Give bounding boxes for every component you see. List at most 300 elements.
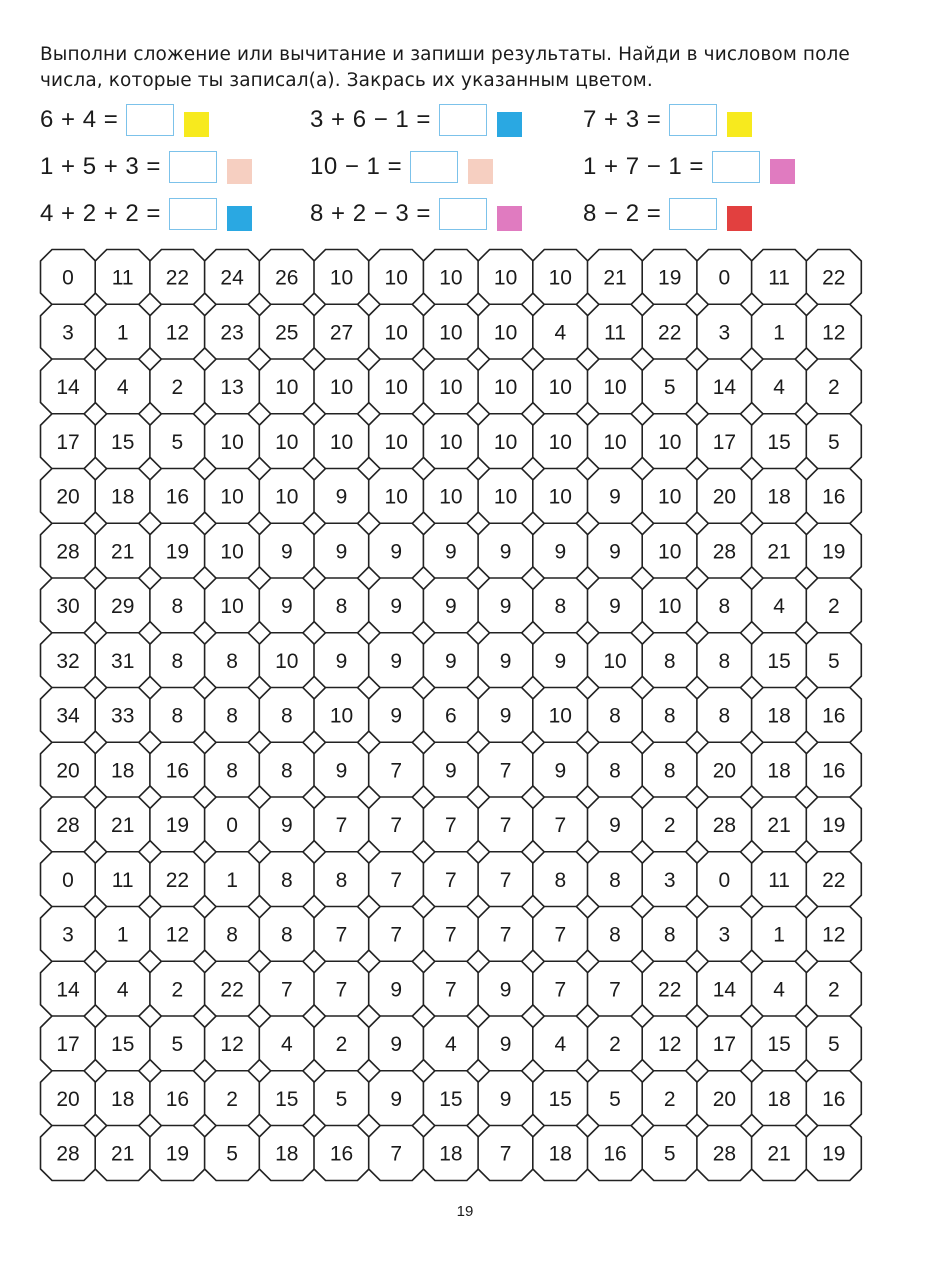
- grid-cell[interactable]: [588, 469, 643, 524]
- grid-cell[interactable]: [752, 250, 807, 305]
- grid-cell[interactable]: [369, 1071, 424, 1126]
- grid-cell[interactable]: [369, 742, 424, 797]
- grid-cell[interactable]: [752, 469, 807, 524]
- grid-cell[interactable]: [533, 578, 588, 633]
- cell-number: 2: [171, 376, 184, 399]
- grid-cell[interactable]: [752, 1071, 807, 1126]
- grid-cell[interactable]: [697, 523, 752, 578]
- grid-cell[interactable]: [642, 250, 697, 305]
- grid-cell[interactable]: [478, 688, 533, 743]
- grid-cell[interactable]: [423, 688, 478, 743]
- grid-cell[interactable]: [588, 250, 643, 305]
- grid-cell[interactable]: [95, 742, 150, 797]
- cell-number: 15: [111, 1033, 135, 1056]
- cell-number: 9: [445, 595, 457, 618]
- grid-cell[interactable]: [150, 304, 205, 359]
- grid-cell[interactable]: [642, 1016, 697, 1071]
- grid-cell[interactable]: [314, 688, 369, 743]
- grid-cell[interactable]: [95, 359, 150, 414]
- grid-cell[interactable]: [95, 1071, 150, 1126]
- grid-cell[interactable]: [259, 578, 314, 633]
- grid-cell[interactable]: [806, 359, 861, 414]
- grid-cell[interactable]: [150, 359, 205, 414]
- grid-cell[interactable]: [642, 359, 697, 414]
- grid-cell[interactable]: [150, 523, 205, 578]
- grid-cell[interactable]: [259, 742, 314, 797]
- grid-cell[interactable]: [642, 852, 697, 907]
- grid-cell[interactable]: [95, 907, 150, 962]
- grid-cell[interactable]: [314, 469, 369, 524]
- grid-cell[interactable]: [369, 304, 424, 359]
- grid-cell[interactable]: [423, 304, 478, 359]
- grid-cell[interactable]: [369, 414, 424, 469]
- grid-cell[interactable]: [423, 1071, 478, 1126]
- cell-number: 19: [822, 1142, 846, 1166]
- cell-number: 4: [554, 1033, 567, 1056]
- grid-cell[interactable]: [314, 523, 369, 578]
- grid-cell[interactable]: [423, 469, 478, 524]
- grid-cell[interactable]: [752, 359, 807, 414]
- grid-cell[interactable]: [588, 523, 643, 578]
- cell-number: 12: [165, 321, 190, 345]
- grid-cell[interactable]: [533, 907, 588, 962]
- equation-expression: 8 − 2 =: [583, 200, 662, 227]
- grid-cell[interactable]: [588, 304, 643, 359]
- grid-cell[interactable]: [150, 797, 205, 852]
- grid-cell[interactable]: [588, 578, 643, 633]
- grid-cell[interactable]: [588, 852, 643, 907]
- grid-cell[interactable]: [205, 961, 260, 1016]
- grid-cell[interactable]: [478, 414, 533, 469]
- grid-cell[interactable]: [150, 250, 205, 305]
- grid-cell[interactable]: [41, 250, 96, 305]
- grid-cell[interactable]: [533, 359, 588, 414]
- grid-cell[interactable]: [752, 907, 807, 962]
- grid-cell[interactable]: [642, 414, 697, 469]
- cell-number: 17: [712, 1033, 737, 1056]
- grid-cell[interactable]: [205, 742, 260, 797]
- grid-cell[interactable]: [423, 961, 478, 1016]
- grid-cell[interactable]: [806, 469, 861, 524]
- cell-number: 9: [390, 704, 403, 728]
- cell-number: 9: [499, 1087, 512, 1111]
- grid-cell[interactable]: [478, 523, 533, 578]
- grid-cell[interactable]: [697, 578, 752, 633]
- grid-cell[interactable]: [95, 469, 150, 524]
- grid-cell[interactable]: [95, 304, 150, 359]
- grid-cell[interactable]: [259, 250, 314, 305]
- grid-cell[interactable]: [259, 907, 314, 962]
- grid-cell[interactable]: [41, 359, 96, 414]
- grid-cell[interactable]: [259, 961, 314, 1016]
- grid-cell[interactable]: [95, 961, 150, 1016]
- grid-cell[interactable]: [314, 633, 369, 688]
- grid-cell[interactable]: [259, 523, 314, 578]
- grid-cell[interactable]: [697, 359, 752, 414]
- grid-cell[interactable]: [314, 1071, 369, 1126]
- grid-cell[interactable]: [205, 852, 260, 907]
- cell-number: 11: [111, 868, 134, 892]
- grid-cell[interactable]: [150, 469, 205, 524]
- grid-cell[interactable]: [150, 1071, 205, 1126]
- grid-cell[interactable]: [806, 1071, 861, 1126]
- grid-cell[interactable]: [369, 852, 424, 907]
- cell-number: 18: [767, 1087, 791, 1111]
- grid-cell[interactable]: [41, 961, 96, 1016]
- grid-cell[interactable]: [423, 1016, 478, 1071]
- grid-cell[interactable]: [150, 907, 205, 962]
- cell-number: 5: [171, 430, 184, 454]
- grid-cell[interactable]: [533, 469, 588, 524]
- grid-cell[interactable]: [423, 907, 478, 962]
- grid-cell[interactable]: [806, 633, 861, 688]
- grid-cell[interactable]: [478, 1016, 533, 1071]
- grid-cell[interactable]: [588, 961, 643, 1016]
- grid-cell[interactable]: [314, 742, 369, 797]
- grid-cell[interactable]: [642, 1071, 697, 1126]
- grid-cell[interactable]: [369, 1016, 424, 1071]
- grid-cell[interactable]: [205, 688, 260, 743]
- grid-cell[interactable]: [533, 688, 588, 743]
- grid-cell[interactable]: [423, 578, 478, 633]
- grid-cell[interactable]: [642, 797, 697, 852]
- cell-number: 7: [335, 923, 348, 947]
- grid-cell[interactable]: [752, 414, 807, 469]
- grid-cell[interactable]: [588, 414, 643, 469]
- grid-cell[interactable]: [806, 250, 861, 305]
- grid-cell[interactable]: [533, 304, 588, 359]
- grid-cell[interactable]: [697, 1126, 752, 1181]
- grid-cell[interactable]: [478, 304, 533, 359]
- grid-cell[interactable]: [314, 1126, 369, 1181]
- grid-cell[interactable]: [369, 469, 424, 524]
- grid-cell[interactable]: [41, 304, 96, 359]
- grid-cell[interactable]: [806, 742, 861, 797]
- grid-cell[interactable]: [752, 797, 807, 852]
- grid-cell[interactable]: [697, 633, 752, 688]
- grid-cell[interactable]: [533, 1071, 588, 1126]
- grid-cell[interactable]: [806, 797, 861, 852]
- grid-cell[interactable]: [588, 1016, 643, 1071]
- grid-cell[interactable]: [697, 907, 752, 962]
- grid-cell[interactable]: [314, 852, 369, 907]
- cell-number: 11: [604, 321, 626, 345]
- grid-cell[interactable]: [806, 688, 861, 743]
- grid-cell[interactable]: [697, 469, 752, 524]
- cell-number: 10: [548, 266, 572, 290]
- grid-cell[interactable]: [478, 359, 533, 414]
- grid-cell[interactable]: [205, 523, 260, 578]
- grid-cell[interactable]: [588, 1126, 643, 1181]
- grid-cell[interactable]: [533, 1016, 588, 1071]
- grid-cell[interactable]: [95, 688, 150, 743]
- grid-cell[interactable]: [41, 688, 96, 743]
- grid-cell[interactable]: [533, 1126, 588, 1181]
- cell-number: 8: [280, 704, 293, 728]
- grid-cell[interactable]: [697, 1071, 752, 1126]
- grid-cell[interactable]: [314, 797, 369, 852]
- cell-number: 10: [220, 595, 244, 618]
- grid-cell[interactable]: [150, 1126, 205, 1181]
- grid-cell[interactable]: [150, 961, 205, 1016]
- grid-cell[interactable]: [642, 523, 697, 578]
- grid-cell[interactable]: [642, 469, 697, 524]
- grid-cell[interactable]: [150, 1016, 205, 1071]
- grid-cell[interactable]: [95, 250, 150, 305]
- grid-cell[interactable]: [314, 907, 369, 962]
- grid-cell[interactable]: [806, 304, 861, 359]
- grid-cell[interactable]: [41, 1016, 96, 1071]
- grid-cell[interactable]: [259, 852, 314, 907]
- grid-cell[interactable]: [588, 797, 643, 852]
- grid-cell[interactable]: [642, 304, 697, 359]
- grid-cell[interactable]: [314, 414, 369, 469]
- grid-cell[interactable]: [259, 469, 314, 524]
- grid-cell[interactable]: [150, 688, 205, 743]
- grid-cell[interactable]: [478, 797, 533, 852]
- grid-cell[interactable]: [369, 578, 424, 633]
- grid-cell[interactable]: [150, 633, 205, 688]
- grid-cell[interactable]: [150, 578, 205, 633]
- grid-cell[interactable]: [259, 1016, 314, 1071]
- grid-cell[interactable]: [478, 633, 533, 688]
- grid-cell[interactable]: [314, 359, 369, 414]
- grid-cell[interactable]: [752, 1126, 807, 1181]
- cell-number: 3: [663, 868, 676, 892]
- grid-cell[interactable]: [533, 523, 588, 578]
- grid-cell[interactable]: [806, 523, 861, 578]
- grid-cell[interactable]: [588, 907, 643, 962]
- grid-cell[interactable]: [752, 688, 807, 743]
- grid-cell[interactable]: [369, 688, 424, 743]
- grid-cell[interactable]: [369, 961, 424, 1016]
- grid-cell[interactable]: [259, 414, 314, 469]
- grid-cell[interactable]: [697, 414, 752, 469]
- grid-cell[interactable]: [423, 797, 478, 852]
- cell-number: 8: [609, 923, 621, 947]
- grid-cell[interactable]: [806, 961, 861, 1016]
- grid-cell[interactable]: [95, 797, 150, 852]
- grid-cell[interactable]: [150, 742, 205, 797]
- grid-cell[interactable]: [205, 359, 260, 414]
- grid-cell[interactable]: [533, 250, 588, 305]
- grid-cell[interactable]: [314, 1016, 369, 1071]
- grid-cell[interactable]: [478, 742, 533, 797]
- grid-cell[interactable]: [95, 1126, 150, 1181]
- grid-cell[interactable]: [752, 852, 807, 907]
- grid-cell[interactable]: [478, 907, 533, 962]
- grid-cell[interactable]: [697, 742, 752, 797]
- grid-cell[interactable]: [369, 250, 424, 305]
- grid-cell[interactable]: [423, 414, 478, 469]
- cell-number: 12: [822, 923, 846, 947]
- grid-cell[interactable]: [314, 250, 369, 305]
- cell-number: 10: [329, 704, 354, 728]
- equation-expression: 6 + 4 =: [40, 106, 119, 133]
- cell-number: 5: [827, 1033, 840, 1056]
- grid-cell[interactable]: [314, 961, 369, 1016]
- grid-cell[interactable]: [806, 578, 861, 633]
- grid-cell[interactable]: [697, 797, 752, 852]
- grid-cell[interactable]: [41, 1126, 96, 1181]
- grid-cell[interactable]: [423, 1126, 478, 1181]
- grid-cell[interactable]: [806, 1016, 861, 1071]
- cell-number: 10: [329, 430, 354, 454]
- grid-cell[interactable]: [95, 414, 150, 469]
- grid-cell[interactable]: [369, 359, 424, 414]
- cell-number: 1: [116, 923, 129, 947]
- grid-cell[interactable]: [369, 907, 424, 962]
- page-number: 19: [456, 1203, 474, 1220]
- grid-cell[interactable]: [205, 250, 260, 305]
- grid-cell[interactable]: [423, 852, 478, 907]
- grid-cell[interactable]: [41, 852, 96, 907]
- grid-cell[interactable]: [259, 688, 314, 743]
- grid-cell[interactable]: [752, 742, 807, 797]
- grid-cell[interactable]: [259, 1071, 314, 1126]
- grid-cell[interactable]: [806, 907, 861, 962]
- grid-cell[interactable]: [697, 852, 752, 907]
- grid-cell[interactable]: [41, 414, 96, 469]
- cell-number: 19: [822, 540, 846, 564]
- grid-cell[interactable]: [533, 742, 588, 797]
- grid-cell[interactable]: [533, 961, 588, 1016]
- cell-number: 9: [499, 649, 512, 673]
- grid-cell[interactable]: [41, 742, 96, 797]
- grid-cell[interactable]: [478, 578, 533, 633]
- cell-number: 14: [56, 376, 80, 399]
- grid-cell[interactable]: [205, 1126, 260, 1181]
- grid-cell[interactable]: [205, 469, 260, 524]
- cell-number: 8: [718, 595, 731, 618]
- grid-cell[interactable]: [205, 907, 260, 962]
- grid-cell[interactable]: [588, 359, 643, 414]
- grid-cell[interactable]: [806, 1126, 861, 1181]
- grid-cell[interactable]: [95, 523, 150, 578]
- cell-number: 14: [712, 978, 737, 1002]
- grid-cell[interactable]: [752, 578, 807, 633]
- grid-cell[interactable]: [478, 852, 533, 907]
- grid-cell[interactable]: [588, 688, 643, 743]
- grid-cell[interactable]: [533, 633, 588, 688]
- grid-cell[interactable]: [259, 633, 314, 688]
- cell-number: 3: [718, 321, 731, 345]
- grid-cell[interactable]: [642, 1126, 697, 1181]
- grid-cell[interactable]: [314, 304, 369, 359]
- grid-cell[interactable]: [369, 523, 424, 578]
- cell-number: 2: [663, 1087, 676, 1111]
- grid-cell[interactable]: [752, 1016, 807, 1071]
- grid-cell[interactable]: [423, 359, 478, 414]
- grid-cell[interactable]: [259, 359, 314, 414]
- grid-cell[interactable]: [369, 797, 424, 852]
- grid-cell[interactable]: [697, 961, 752, 1016]
- grid-cell[interactable]: [642, 633, 697, 688]
- grid-cell[interactable]: [533, 414, 588, 469]
- grid-cell[interactable]: [642, 961, 697, 1016]
- grid-cell[interactable]: [41, 633, 96, 688]
- grid-cell[interactable]: [478, 250, 533, 305]
- grid-cell[interactable]: [752, 523, 807, 578]
- grid-cell[interactable]: [95, 578, 150, 633]
- grid-cell[interactable]: [423, 742, 478, 797]
- grid-cell[interactable]: [478, 961, 533, 1016]
- grid-cell[interactable]: [588, 742, 643, 797]
- grid-cell[interactable]: [478, 1071, 533, 1126]
- grid-cell[interactable]: [752, 961, 807, 1016]
- grid-cell[interactable]: [41, 797, 96, 852]
- grid-cell[interactable]: [150, 852, 205, 907]
- grid-cell[interactable]: [369, 1126, 424, 1181]
- grid-cell[interactable]: [588, 633, 643, 688]
- grid-cell[interactable]: [752, 304, 807, 359]
- grid-cell[interactable]: [259, 797, 314, 852]
- grid-cell[interactable]: [697, 250, 752, 305]
- grid-cell[interactable]: [41, 1071, 96, 1126]
- grid-cell[interactable]: [423, 523, 478, 578]
- grid-cell[interactable]: [95, 1016, 150, 1071]
- grid-cell[interactable]: [423, 633, 478, 688]
- cell-number: 15: [275, 1087, 299, 1111]
- grid-cell[interactable]: [205, 1071, 260, 1126]
- grid-cell[interactable]: [478, 1126, 533, 1181]
- grid-cell[interactable]: [205, 578, 260, 633]
- grid-cell[interactable]: [314, 578, 369, 633]
- grid-cell[interactable]: [41, 578, 96, 633]
- grid-cell[interactable]: [533, 852, 588, 907]
- cell-number: 19: [165, 814, 190, 837]
- grid-cell[interactable]: [41, 907, 96, 962]
- grid-cell[interactable]: [95, 633, 150, 688]
- grid-cell[interactable]: [806, 414, 861, 469]
- grid-cell[interactable]: [533, 797, 588, 852]
- cell-number: 28: [56, 540, 80, 564]
- grid-cell[interactable]: [642, 578, 697, 633]
- cell-number: 7: [554, 978, 567, 1002]
- grid-cell[interactable]: [752, 633, 807, 688]
- grid-cell[interactable]: [697, 1016, 752, 1071]
- grid-cell[interactable]: [259, 1126, 314, 1181]
- grid-cell[interactable]: [697, 688, 752, 743]
- grid-cell[interactable]: [588, 1071, 643, 1126]
- cell-number: 9: [280, 595, 293, 618]
- grid-cell[interactable]: [205, 414, 260, 469]
- grid-cell[interactable]: [41, 523, 96, 578]
- grid-cell[interactable]: [423, 250, 478, 305]
- grid-cell[interactable]: [95, 852, 150, 907]
- grid-cell[interactable]: [642, 742, 697, 797]
- cell-number: 7: [499, 868, 512, 892]
- grid-cell[interactable]: [205, 633, 260, 688]
- grid-cell[interactable]: [205, 1016, 260, 1071]
- cell-number: 9: [609, 814, 621, 837]
- equation-expression: 1 + 5 + 3 =: [40, 153, 161, 180]
- grid-cell[interactable]: [697, 304, 752, 359]
- cell-number: 9: [280, 814, 293, 837]
- grid-cell[interactable]: [642, 907, 697, 962]
- cell-number: 8: [335, 595, 348, 618]
- grid-cell[interactable]: [478, 469, 533, 524]
- cell-number: 7: [390, 814, 403, 837]
- grid-cell[interactable]: [150, 414, 205, 469]
- grid-cell[interactable]: [642, 688, 697, 743]
- grid-cell[interactable]: [41, 469, 96, 524]
- grid-cell[interactable]: [806, 852, 861, 907]
- grid-cell[interactable]: [369, 633, 424, 688]
- grid-cell[interactable]: [259, 304, 314, 359]
- grid-cell[interactable]: [205, 797, 260, 852]
- grid-cell[interactable]: [205, 304, 260, 359]
